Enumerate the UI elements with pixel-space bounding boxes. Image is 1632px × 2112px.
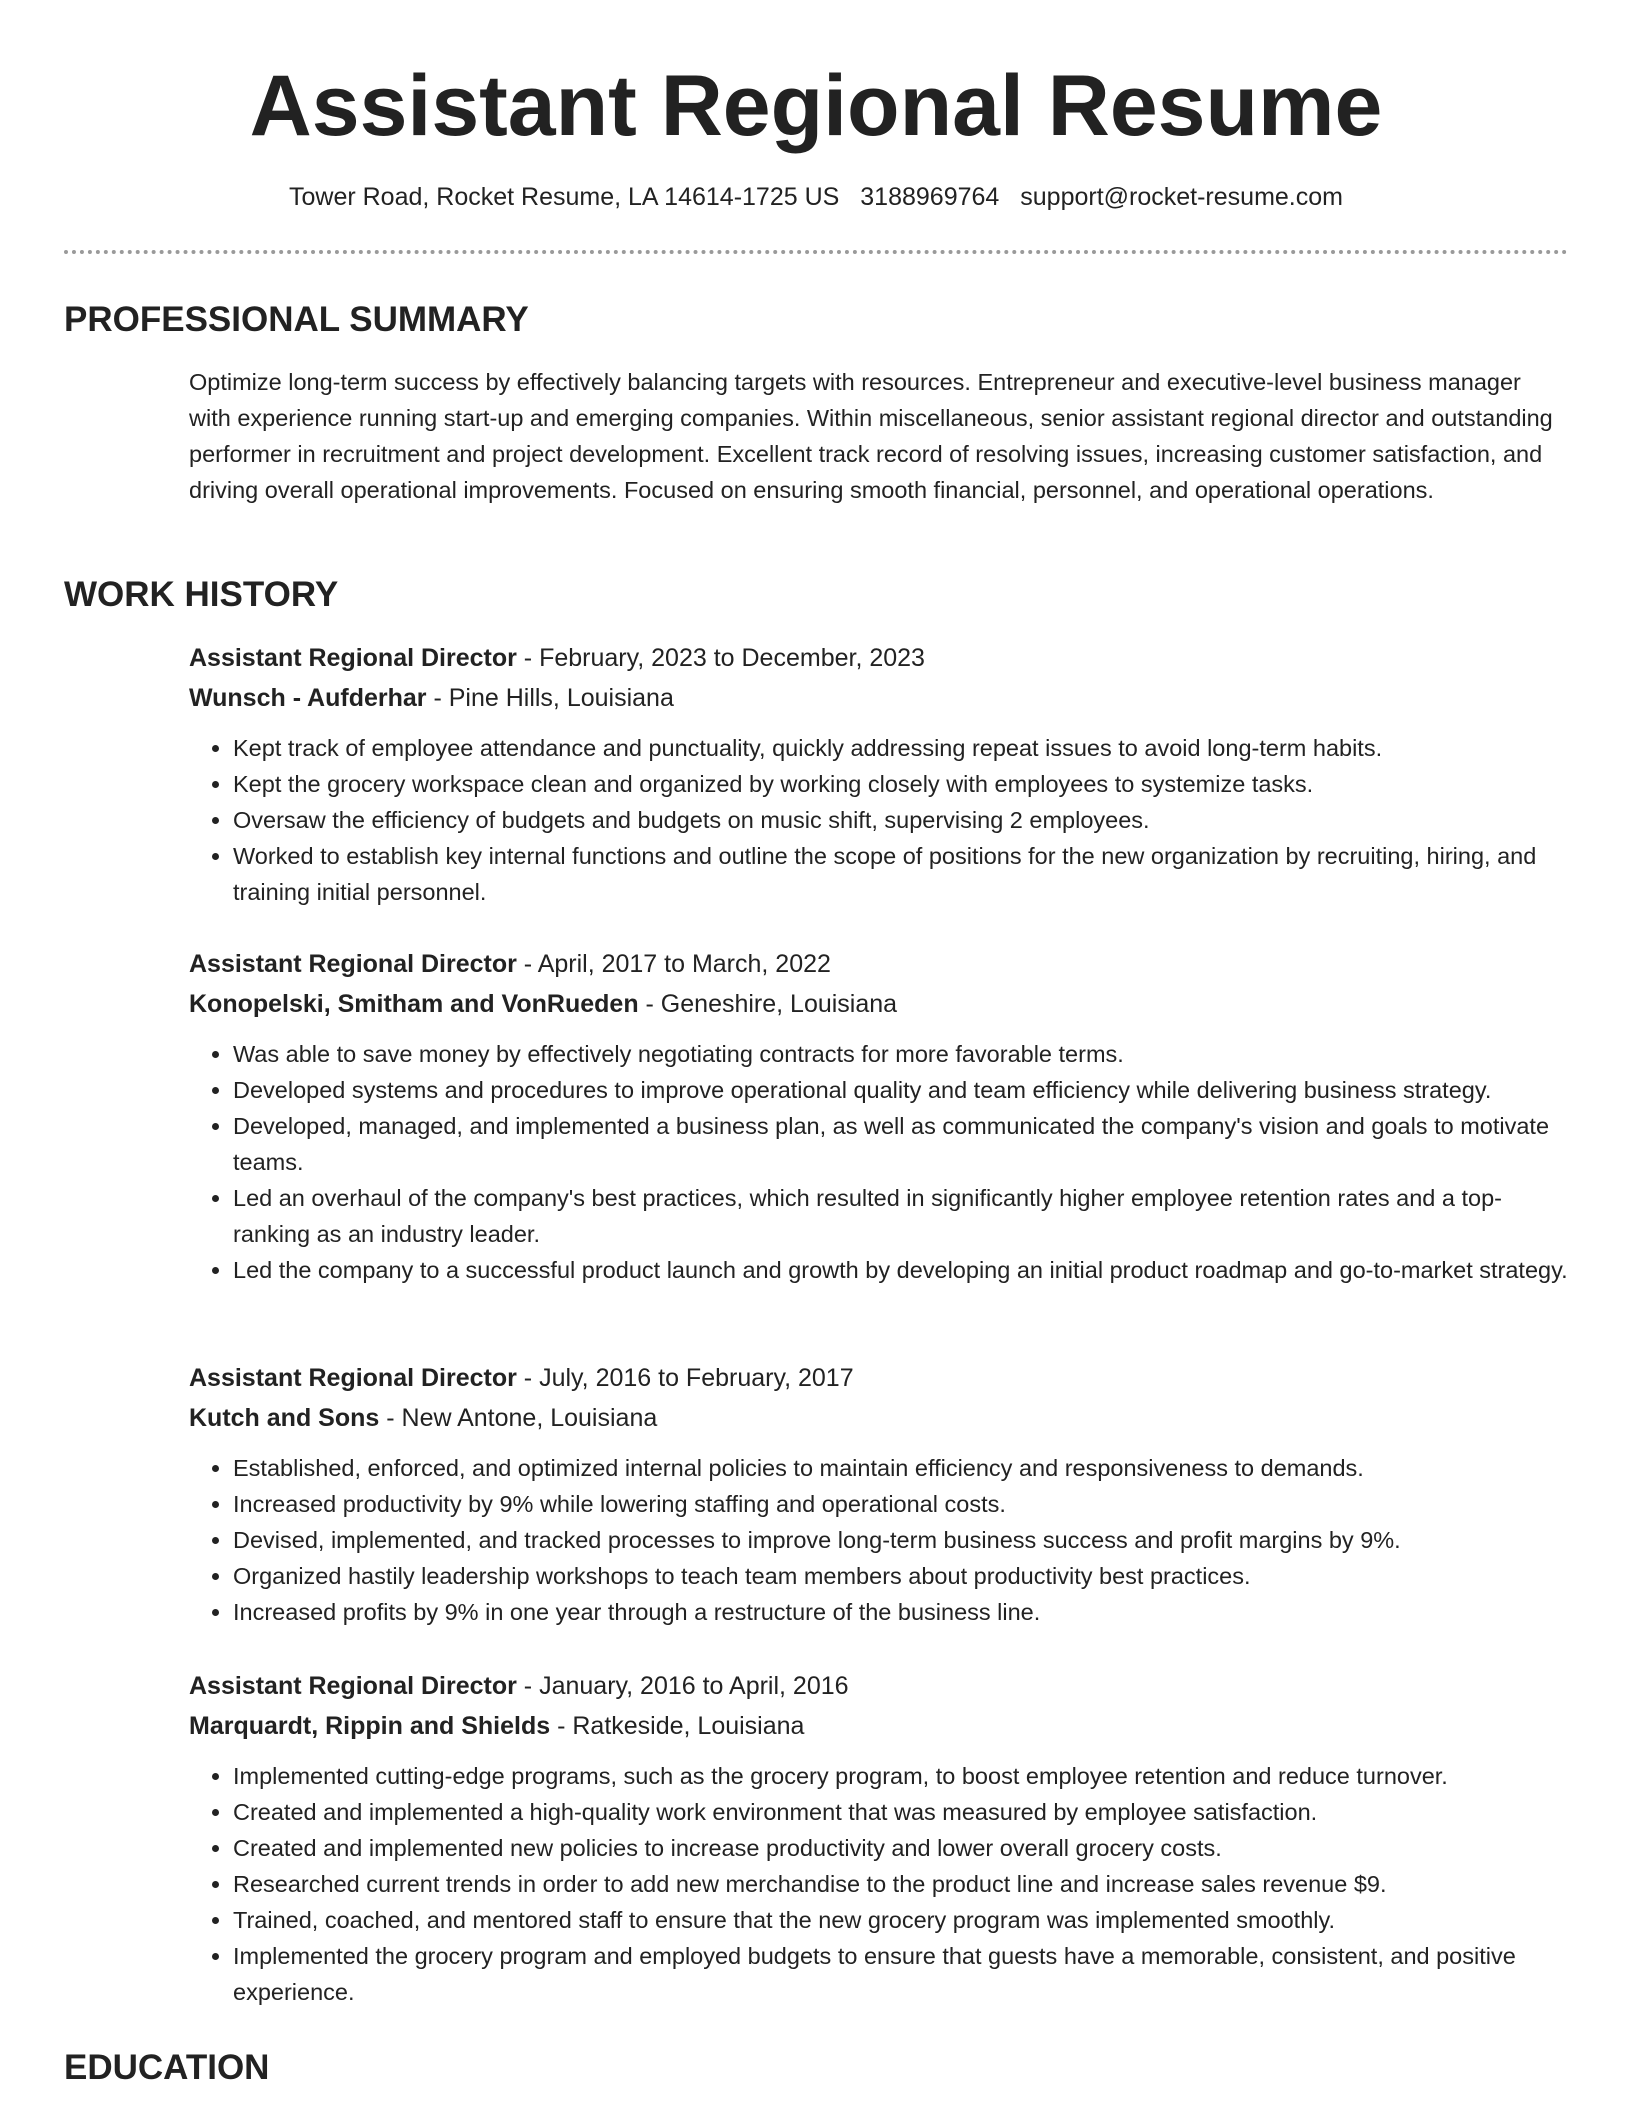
job-bullet: • Kept the grocery workspace clean and organized by working closely with employees to systemize tasks. xyxy=(233,766,1579,802)
job-bullet: • Increased productivity by 9% while lowering staffing and operational costs. xyxy=(233,1486,1579,1522)
job-company-line xyxy=(189,984,1579,1024)
job-bullet: • Devised, implemented, and tracked processes to improve long-term business success and profit margins by 9%. xyxy=(233,1522,1579,1558)
job-dates: - January, 2016 to April, 2016 xyxy=(516,1672,849,1700)
work-history-heading: WORK HISTORY xyxy=(64,575,339,614)
job-bullet: • Developed, managed, and implemented a business plan, as well as communicated the company's vision and goals to motivate teams. xyxy=(233,1108,1579,1180)
job-company-line xyxy=(189,678,1579,718)
job-dates: - July, 2016 to February, 2017 xyxy=(516,1364,854,1392)
contact-line xyxy=(0,180,1632,214)
job-title-line xyxy=(189,944,1579,984)
job-location: - New Antone, Louisiana xyxy=(379,1404,658,1432)
contact-email: support@rocket-resume.com xyxy=(1020,183,1343,211)
job-bullet: • Trained, coached, and mentored staff to ensure that the new grocery program was implemented smoothly. xyxy=(233,1902,1579,1938)
job-bullet: • Developed systems and procedures to improve operational quality and team efficiency while delivering business strategy. xyxy=(233,1072,1579,1108)
job-entry xyxy=(189,1358,1579,1630)
job-title: Assistant Regional Director xyxy=(189,1672,517,1700)
job-company: Kutch and Sons xyxy=(189,1404,380,1432)
job-bullets xyxy=(189,1036,1579,1288)
job-bullet: • Increased profits by 9% in one year through a restructure of the business line. xyxy=(233,1594,1579,1630)
summary-text: Optimize long-term success by effectively balancing targets with resources. Entrepreneur and executive-level business manager with experience running start-up and emerging companies. Within miscellaneous, senior assistant regional director and outstanding performer in recruitment and project development. Excellent track record of resolving issues, increasing customer satisfaction, and driving overall operational improvements. Focused on ensuring smooth financial, personnel, and operational operations. xyxy=(189,369,1553,503)
job-bullet: • Implemented the grocery program and employed budgets to ensure that guests have a memorable, consistent, and positive experience. xyxy=(233,1938,1579,2010)
summary-heading: PROFESSIONAL SUMMARY xyxy=(64,300,529,339)
job-title: Assistant Regional Director xyxy=(189,950,517,978)
job-bullet: • Oversaw the efficiency of budgets and budgets on music shift, supervising 2 employees. xyxy=(233,802,1579,838)
job-bullet: • Researched current trends in order to add new merchandise to the product line and increase sales revenue $9. xyxy=(233,1866,1579,1902)
job-bullet: • Created and implemented a high-quality work environment that was measured by employee satisfaction. xyxy=(233,1794,1579,1830)
job-bullets xyxy=(189,730,1579,910)
job-bullets xyxy=(189,1450,1579,1630)
header-divider xyxy=(64,250,1568,254)
job-company-line xyxy=(189,1706,1579,1746)
job-title-line xyxy=(189,638,1579,678)
job-bullet: • Led the company to a successful product launch and growth by developing an initial product roadmap and go-to-market strategy. xyxy=(233,1252,1579,1288)
job-company-line xyxy=(189,1398,1579,1438)
job-bullet: • Created and implemented new policies to increase productivity and lower overall grocery costs. xyxy=(233,1830,1579,1866)
job-company: Wunsch - Aufderhar xyxy=(189,684,427,712)
job-location: - Geneshire, Louisiana xyxy=(638,990,898,1018)
job-company: Konopelski, Smitham and VonRueden xyxy=(189,990,639,1018)
job-bullets xyxy=(189,1758,1579,2010)
job-location: - Pine Hills, Louisiana xyxy=(426,684,674,712)
resume-title: Assistant Regional Resume xyxy=(249,58,1383,154)
job-title: Assistant Regional Director xyxy=(189,644,517,672)
job-bullet: • Kept track of employee attendance and punctuality, quickly addressing repeat issues to avoid long-term habits. xyxy=(233,730,1579,766)
job-title-line xyxy=(189,1358,1579,1398)
contact-address: Tower Road, Rocket Resume, LA 14614-1725 US xyxy=(289,183,840,211)
job-dates: - April, 2017 to March, 2022 xyxy=(516,950,831,978)
job-bullet: • Worked to establish key internal functions and outline the scope of positions for the new organization by recruiting, hiring, and training initial personnel. xyxy=(233,838,1579,910)
job-location: - Ratkeside, Louisiana xyxy=(550,1712,805,1740)
job-title: Assistant Regional Director xyxy=(189,1364,517,1392)
job-bullet: • Led an overhaul of the company's best practices, which resulted in significantly higher employee retention rates and a top-ranking as an industry leader. xyxy=(233,1180,1579,1252)
job-company: Marquardt, Rippin and Shields xyxy=(189,1712,551,1740)
contact-phone: 3188969764 xyxy=(860,183,1000,211)
education-heading: EDUCATION xyxy=(64,2048,270,2087)
job-bullet: • Organized hastily leadership workshops to teach team members about productivity best practices. xyxy=(233,1558,1579,1594)
job-entry xyxy=(189,638,1579,910)
job-bullet: • Implemented cutting-edge programs, such as the grocery program, to boost employee retention and reduce turnover. xyxy=(233,1758,1579,1794)
job-title-line xyxy=(189,1666,1579,1706)
job-bullet: • Established, enforced, and optimized internal policies to maintain efficiency and responsiveness to demands. xyxy=(233,1450,1579,1486)
job-entry xyxy=(189,944,1579,1288)
job-entry xyxy=(189,1666,1579,2010)
job-bullet: • Was able to save money by effectively negotiating contracts for more favorable terms. xyxy=(233,1036,1579,1072)
job-dates: - February, 2023 to December, 2023 xyxy=(516,644,925,672)
